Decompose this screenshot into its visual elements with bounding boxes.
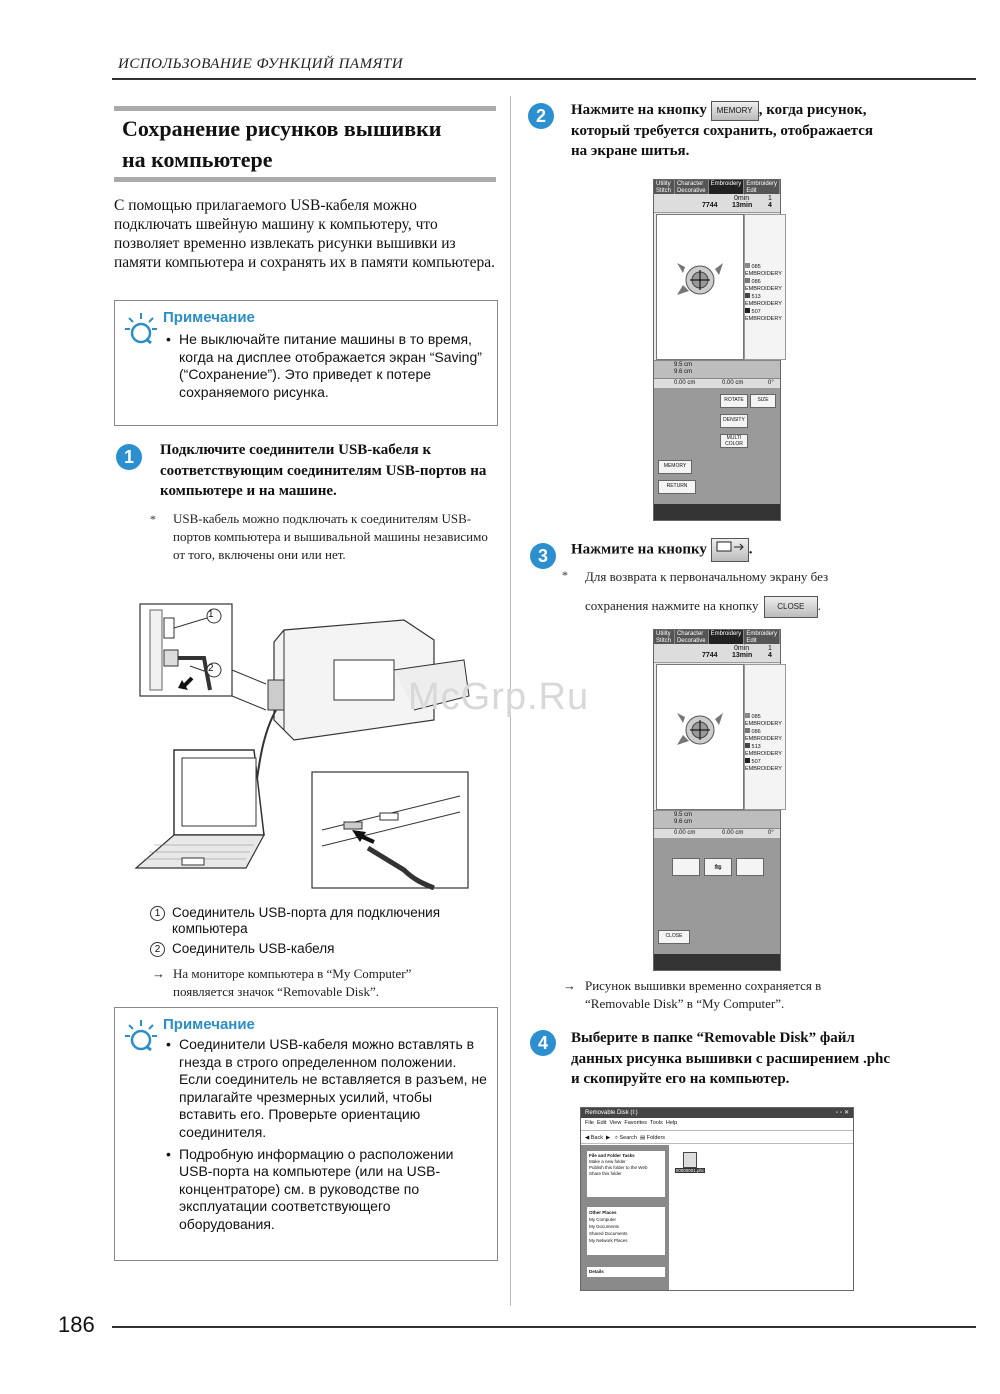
intro-paragraph: С помощью прилагаемого USB-кабеля можно подключать швейную машину к компьютеру, что позволяет временно извлекать рисунки вышивки из памяти компьютера и сохранять их в памяти компьютера. [114, 197, 495, 271]
legend-item-2 [150, 941, 490, 957]
close-key[interactable]: CLOSE [658, 930, 690, 944]
time-total: 13min [732, 202, 753, 209]
edit-keys-area [654, 388, 780, 504]
tab-embroidery-edit: Embroidery Edit [744, 630, 780, 644]
time-total: 13min [732, 652, 753, 659]
size-width: 9.6 cm [674, 819, 693, 825]
file-name: 00000001.phc [675, 1168, 705, 1173]
tab-utility: Utility Stitch [654, 630, 675, 644]
note-1-title: Примечание [163, 309, 255, 326]
step-3-text-end: . [748, 541, 753, 558]
task-link[interactable]: Share this folder [589, 1171, 622, 1176]
tasks-panel [587, 1151, 665, 1197]
result-1-arrow: → [152, 966, 165, 981]
legend-item-1 [150, 905, 490, 936]
legend-2-number: 2 [150, 942, 165, 957]
offset-x: 0.00 cm [674, 380, 696, 386]
screen-tabs [654, 630, 780, 644]
rose-pattern-icon [675, 255, 725, 305]
step-1-subnote: USB-кабель можно подключать к соединителям USB-портов компьютера и вышивальной машины независимо от того, включены они или нет. [173, 511, 488, 562]
note-1-item: • Не выключайте питание машины в то время, когда на дисплее отображается экран “Saving” (“Сохранение”). Это приведет к потере сохраняемого рисунка. [165, 331, 489, 401]
task-link[interactable]: Publish this folder to the Web [589, 1165, 648, 1170]
step-2-text-after-2: который требуется сохранить, отображается [571, 122, 873, 139]
note-box-1 [114, 300, 498, 426]
explorer-window [580, 1107, 854, 1291]
stitch-count: 7744 [702, 652, 718, 659]
size-bar [654, 810, 780, 829]
memory-button-image: MEMORY [711, 101, 759, 121]
legend-2-text: Соединитель USB-кабеля [172, 941, 335, 956]
multi-color-key[interactable]: MULTI COLOR [720, 434, 748, 448]
size-key[interactable]: SIZE [750, 394, 776, 408]
screen-bottom-bar [654, 504, 780, 520]
phc-file[interactable] [675, 1152, 705, 1173]
thread-item: 507 EMBROIDERY [745, 309, 782, 322]
file-icon [683, 1152, 697, 1168]
machine-memory-key[interactable] [672, 858, 700, 876]
explorer-task-pane [581, 1145, 669, 1290]
places-panel [587, 1207, 665, 1255]
return-key[interactable]: RETURN [658, 480, 696, 494]
note-2-item: • Соединители USB-кабеля можно вставлять в гнезда в строго определенном положении. Если соединитель не вставляется в разъем, не прилагайте чрезмерных усилий, чтобы вставить его. Проверьте ориентацию соединителя. [165, 1036, 489, 1142]
machine-screen-1 [653, 179, 781, 521]
explorer-title: Removable Disk (I:) [585, 1110, 638, 1116]
title-top-stripe [114, 106, 496, 111]
thread-list [744, 214, 786, 360]
menu-favorites[interactable]: Favorites [624, 1120, 647, 1126]
offset-y: 0.00 cm [722, 830, 744, 836]
step-3-sub-mark: * [562, 568, 568, 582]
watermark: McGrp.Ru [408, 676, 590, 718]
task-link[interactable]: Make a new folder [589, 1159, 626, 1164]
usb-media-key[interactable]: ⇋ [704, 858, 732, 876]
tab-embroidery: Embroidery [709, 180, 745, 194]
tab-character: Character Decorative [675, 180, 709, 194]
stitch-count: 7744 [702, 202, 718, 209]
rotate-key[interactable]: ROTATE [720, 394, 748, 408]
menu-help[interactable]: Help [665, 1120, 678, 1126]
search-button[interactable]: ⌕ Search [614, 1135, 637, 1141]
screen-bottom-bar [654, 954, 780, 970]
note-2-item: • Подробную информацию о расположении USB-порта на компьютере (или на USB-концентраторе) см. в руководстве по эксплуатации соответствующего оборудования. [165, 1146, 489, 1234]
offset-y: 0.00 cm [722, 380, 744, 386]
menu-file[interactable]: File [585, 1120, 594, 1126]
thread-item: 086 EMBROIDERY [745, 279, 782, 292]
tasks-title: File and Folder Tasks [589, 1153, 635, 1158]
density-key[interactable]: DENSITY [720, 414, 748, 428]
running-header: ИСПОЛЬЗОВАНИЕ ФУНКЦИЙ ПАМЯТИ [118, 56, 404, 72]
menu-tools[interactable]: Tools [649, 1120, 663, 1126]
step-4-text: Выберите в папке “Removable Disk” файл данных рисунка вышивки с расширением .phc и скопируйте его на компьютер. [571, 1030, 891, 1087]
screen-tabs [654, 180, 780, 194]
legend-1-number: 1 [150, 906, 165, 921]
thread-list [744, 664, 786, 810]
step-3-text [571, 538, 871, 562]
color-index: 1 [768, 645, 772, 652]
computer-usb-icon [715, 539, 745, 555]
step-1-number: 1 [116, 444, 142, 470]
thread-item: 085 EMBROIDERY [745, 714, 782, 727]
offset-x: 0.00 cm [674, 830, 696, 836]
result-1-text: На мониторе компьютера в “My Computer” появляется значок “Removable Disk”. [173, 966, 412, 999]
thread-item: 507 EMBROIDERY [745, 759, 782, 772]
window-controls-icon[interactable]: ▫▫✕ [835, 1110, 851, 1116]
tab-character: Character Decorative [675, 630, 709, 644]
explorer-menu [585, 1120, 677, 1126]
lightbulb-icon [121, 309, 161, 349]
angle: 0° [768, 380, 774, 386]
step-4-number: 4 [530, 1030, 556, 1056]
color-total: 4 [768, 202, 772, 209]
color-index: 1 [768, 195, 772, 202]
close-button-image: CLOSE [764, 596, 818, 618]
machine-screen-2 [653, 629, 781, 971]
note-2-list [165, 1036, 489, 1238]
result-3-text: Рисунок вышивки временно сохраняется в “Removable Disk” в “My Computer”. [585, 978, 822, 1011]
title-line-1: Сохранение рисунков вышивки [122, 116, 442, 141]
thread-item: 086 EMBROIDERY [745, 729, 782, 742]
step-3-number: 3 [530, 543, 556, 569]
size-height: 9.5 cm [674, 812, 693, 818]
explorer-titlebar [581, 1108, 853, 1118]
time-min: 0min [734, 645, 750, 652]
step-1-sub-mark: * [150, 512, 156, 526]
screen-info-bar [654, 644, 780, 663]
step-2-number: 2 [528, 103, 554, 129]
tab-embroidery: Embroidery [709, 630, 745, 644]
place-link[interactable]: My Network Places [589, 1238, 628, 1243]
title-line-2: на компьютере [122, 147, 273, 172]
rose-pattern-icon [675, 705, 725, 755]
color-total: 4 [768, 652, 772, 659]
title-bottom-stripe [114, 177, 496, 182]
angle: 0° [768, 830, 774, 836]
thread-item: 513 EMBROIDERY [745, 744, 782, 757]
usb-keys-area [654, 838, 780, 954]
note-1-list [165, 331, 489, 405]
step-3-text-main: Нажмите на кнопку [571, 541, 707, 558]
tab-embroidery-edit: Embroidery Edit [744, 180, 780, 194]
thread-item: 085 EMBROIDERY [745, 264, 782, 277]
embroidery-canvas [656, 214, 744, 360]
step-3-subnote-line-2: сохранения нажмите на кнопку CLOSE . [585, 596, 821, 618]
step-3-subnote-line-1: Для возврата к первоначальному экрану без [585, 569, 829, 584]
step-2-text-before: Нажмите на кнопку [571, 102, 707, 118]
footer-rule [112, 1326, 976, 1328]
place-link[interactable]: My Documents [589, 1224, 620, 1229]
size-bar [654, 360, 780, 379]
time-min: 0min [734, 195, 750, 202]
usb-save-button-image [711, 538, 749, 562]
back-button[interactable]: ◀ Back [585, 1135, 603, 1141]
usb-connection-illustration [134, 600, 474, 890]
menu-view[interactable]: View [609, 1120, 622, 1126]
step-2-text-after-1: , когда рисунок, [758, 102, 867, 118]
place-link[interactable]: My Computer [589, 1217, 617, 1222]
section-title [122, 113, 492, 175]
place-link[interactable]: Shared Documents [589, 1231, 628, 1236]
legend-1-text: Соединитель USB-порта для подключения компьютера [172, 905, 441, 936]
callout-1: 1 [208, 609, 214, 620]
note-box-2 [114, 1007, 498, 1261]
size-height: 9.5 cm [674, 362, 693, 368]
callout-2: 2 [208, 663, 214, 674]
menu-edit[interactable]: Edit [596, 1120, 607, 1126]
result-3-arrow: → [563, 978, 576, 993]
header-rule [112, 78, 976, 80]
thread-item: 513 EMBROIDERY [745, 294, 782, 307]
lightbulb-icon [121, 1016, 161, 1056]
size-width: 9.6 cm [674, 369, 693, 375]
step-1-text: Подключите соединители USB-кабеля к соответствующим соединителям USB-портов на компьютере и на машине. [160, 442, 487, 499]
screen-info-bar [654, 194, 780, 213]
places-title: Other Places [589, 1210, 617, 1215]
step-2-text-after-3: на экране шитья. [571, 143, 690, 160]
page-number: 186 [58, 1312, 95, 1337]
step-2-text [571, 100, 971, 162]
memory-key[interactable]: MEMORY [658, 460, 692, 474]
details-panel[interactable]: Details [587, 1267, 665, 1277]
folders-button[interactable]: ▤ Folders [639, 1135, 666, 1141]
explorer-toolbar: ◀ Back ▶ ⌕ Search ▤ Folders [581, 1130, 853, 1144]
embroidery-canvas [656, 664, 744, 810]
tab-utility: Utility Stitch [654, 180, 675, 194]
note-2-title: Примечание [163, 1016, 255, 1033]
computer-usb-key[interactable] [736, 858, 764, 876]
